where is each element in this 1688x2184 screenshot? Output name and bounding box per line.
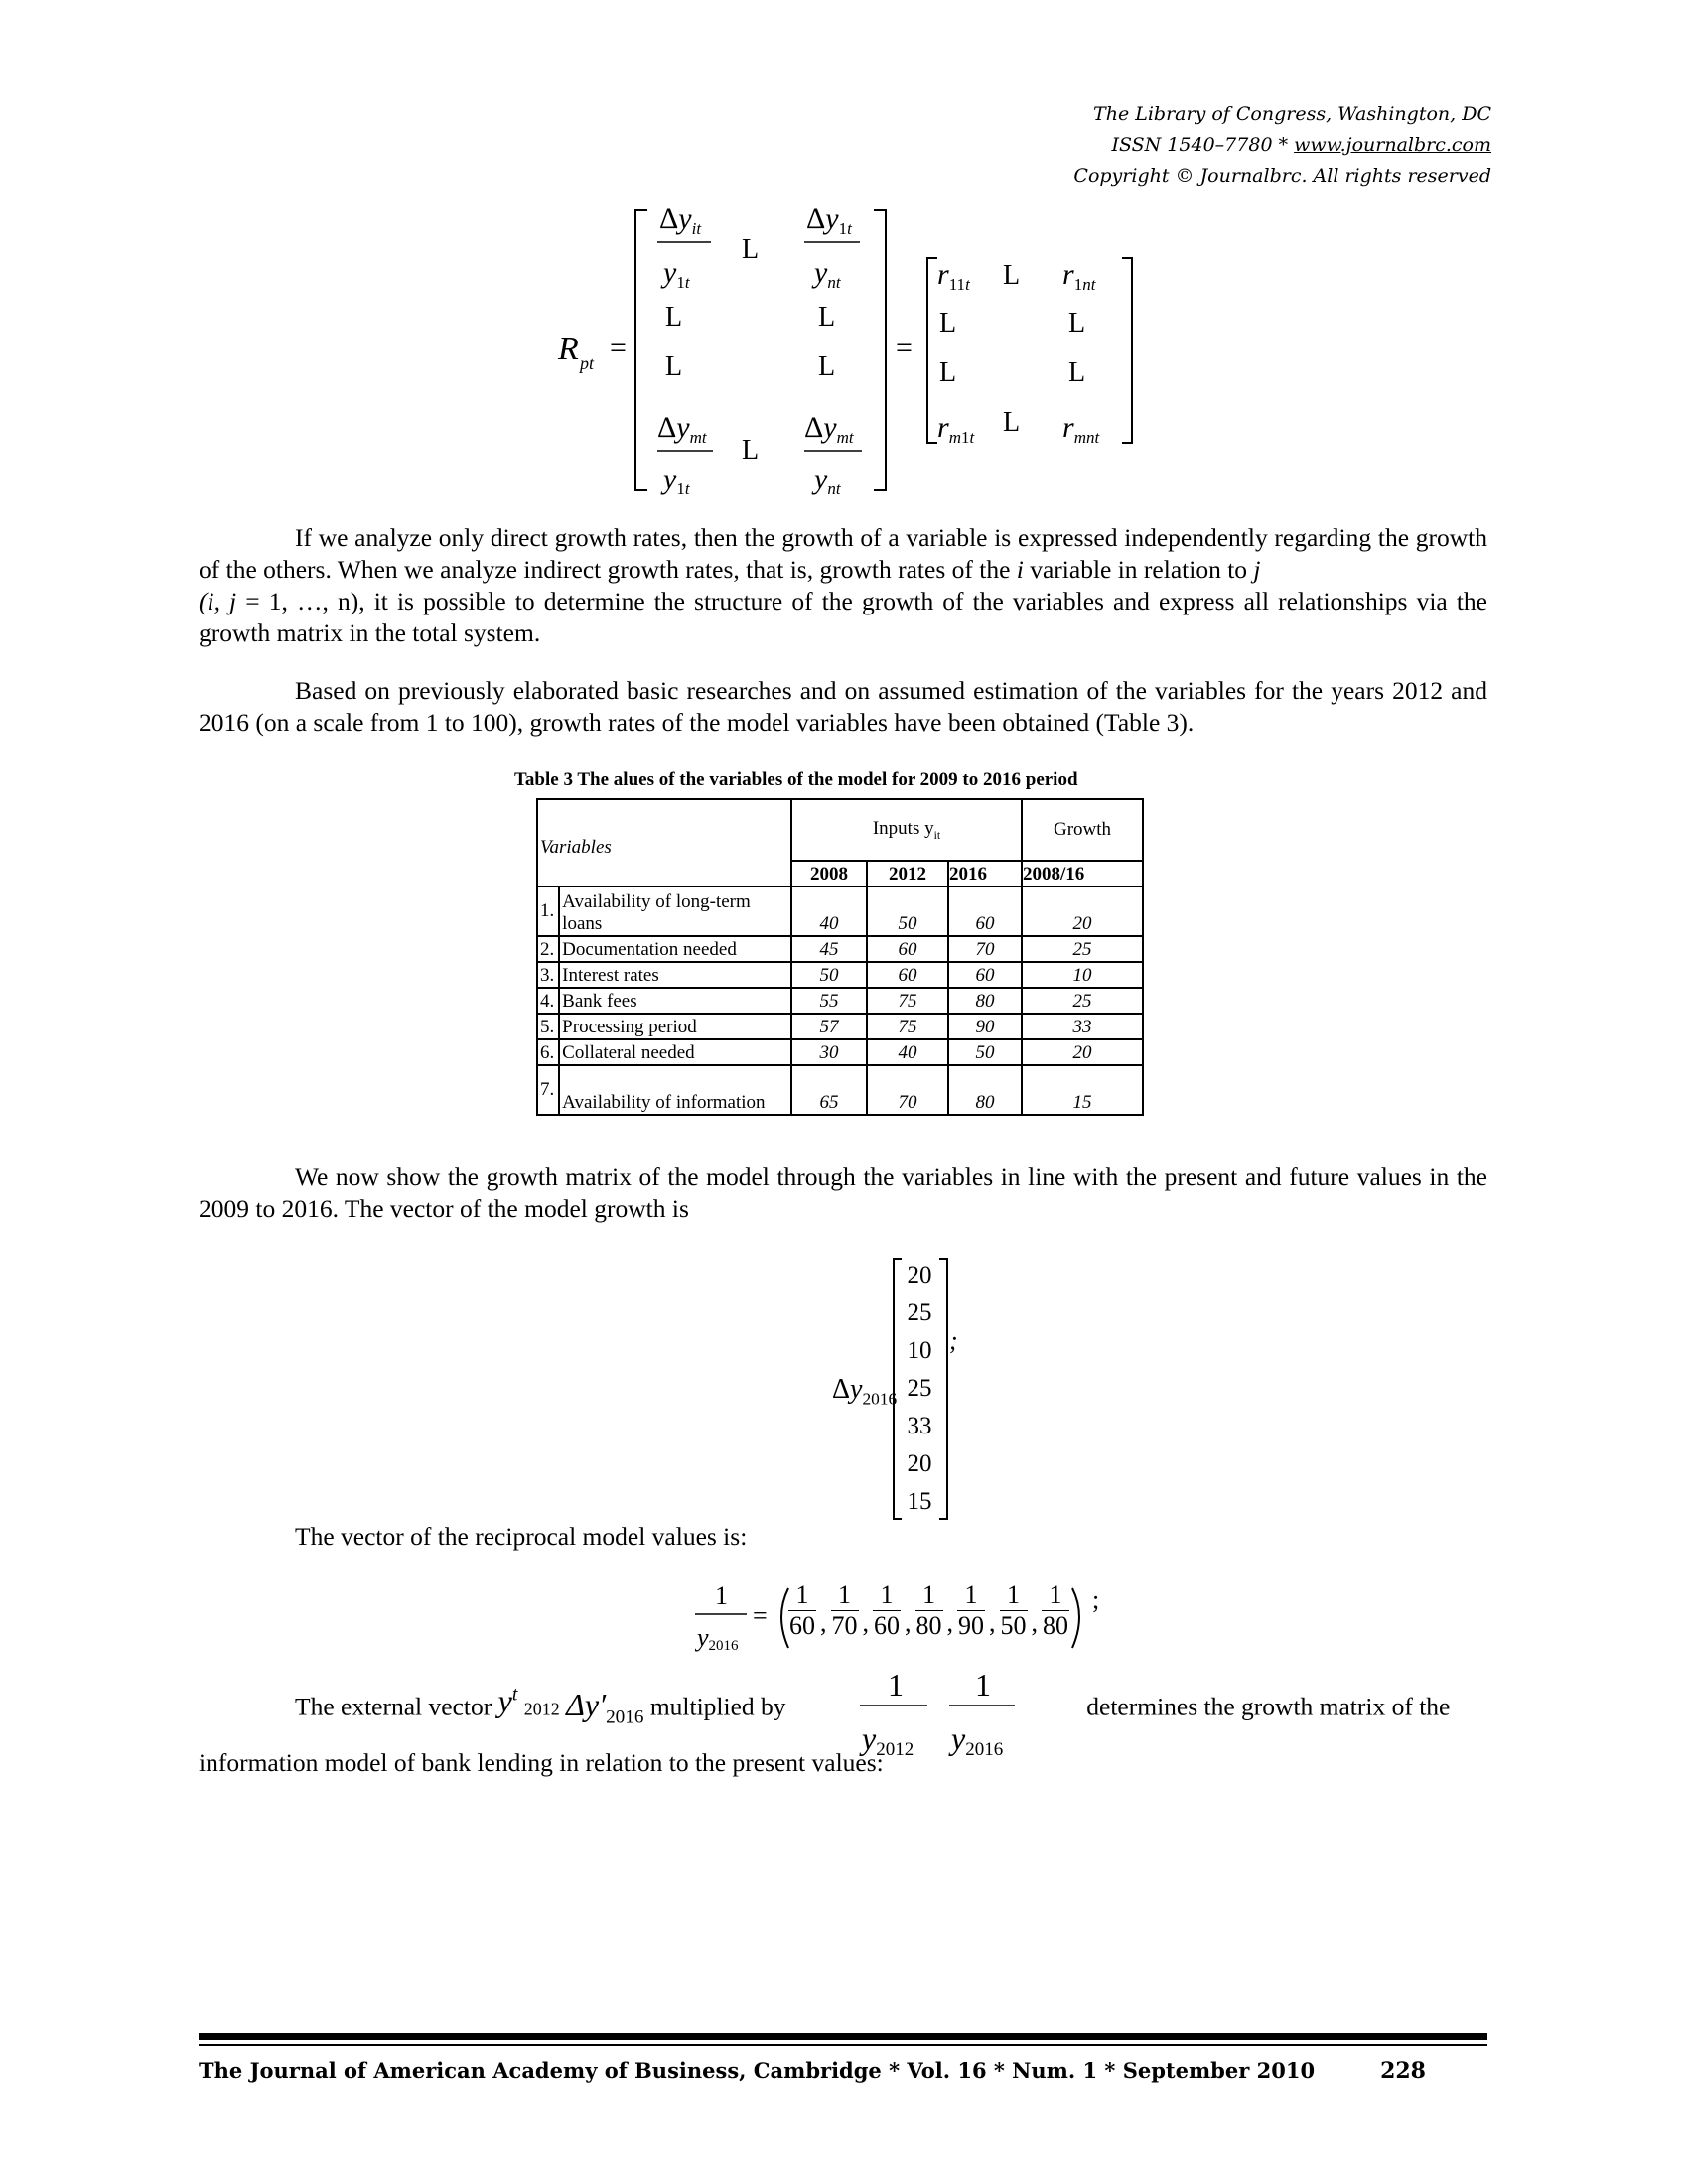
vector-entry: 20 [907, 1262, 932, 1289]
svg-text:L: L [939, 357, 957, 388]
svg-text:=: = [610, 332, 627, 364]
table-row: 5. Processing period 57 75 90 33 [537, 1014, 1143, 1039]
svg-text:L: L [742, 435, 760, 466]
page-number: 228 [1380, 2058, 1426, 2084]
svg-text:1: 1 [975, 1667, 991, 1703]
svg-text:L: L [818, 302, 836, 333]
inputs-header: Inputs $y_{it}$ [791, 799, 1022, 861]
fraction: 1 60 [789, 1580, 815, 1640]
svg-text:L: L [742, 234, 760, 265]
svg-text:;: ; [1092, 1585, 1100, 1614]
vector-entry: 10 [907, 1337, 932, 1364]
svg-text:ynt: $y_{nt}$ [814, 463, 841, 496]
table-row: 3. Interest rates 50 60 60 10 [537, 962, 1143, 988]
fraction: 1 90 [958, 1580, 984, 1640]
svg-text:R: R [558, 331, 579, 367]
vector-entry: 25 [907, 1375, 932, 1402]
svg-text:L: L [1068, 357, 1086, 388]
fraction: 1 60 [874, 1580, 900, 1640]
header-issn: ISSN 1540–7780 * www.journalbrc.com [1111, 134, 1491, 156]
growth-header: Growth [1022, 799, 1143, 861]
svg-text:y1t: $y_{1t}$ [663, 256, 690, 292]
header-copyright: Copyright © Journalbrc. All rights reserved [1073, 165, 1491, 187]
year-header: 2012 [867, 861, 948, 887]
svg-text:=: = [753, 1601, 768, 1630]
table-row: 4. Bank fees 55 75 80 25 [537, 988, 1143, 1014]
growth-period-header: 2008/16 [1022, 861, 1143, 887]
paragraph-reciprocal: The vector of the reciprocal model values is: [295, 1522, 748, 1551]
svg-text:y2012: y2012 [862, 1720, 914, 1760]
footer-journal: The Journal of American Academy of Business, Cambridge * Vol. 16 * Num. 1 * September 2010 [199, 2058, 1316, 2083]
reciprocal-fractions: 1 60 , 1 70 , 1 60 , 1 80 , 1 90 , 1 50 , 1 80 [784, 1580, 1073, 1641]
footer-rule-thin [199, 2044, 1487, 2046]
svg-text:pt: pt [580, 353, 595, 373]
fraction: 1 70 [831, 1580, 858, 1640]
svg-text:ynt: $y_{nt}$ [814, 256, 841, 292]
svg-text:y2016: y2016 [951, 1720, 1004, 1760]
svg-text:rm1t: $r_{m1t}$ [937, 411, 975, 447]
semicolon: ; [949, 1326, 958, 1355]
svg-text:L: L [818, 351, 836, 382]
paragraph-basic-research: Based on previously elaborated basic researches and on assumed estimation of the variables for the years 2012 and 2016 (on a scale from 1 to 100), growth rates of the model variables have been obtained (Table 3). [199, 676, 1487, 737]
svg-text:L: L [1003, 260, 1021, 291]
journal-header [1073, 99, 1491, 192]
svg-text:L: L [939, 308, 957, 339]
header-library: The Library of Congress, Washington, DC [1093, 103, 1491, 125]
fraction: 1 50 [1000, 1580, 1027, 1640]
variables-header: Variables [537, 799, 791, 887]
growth-vector-values [900, 1257, 939, 1521]
paragraph-external-vector-end: information model of bank lending in relation to the present values: [199, 1748, 884, 1777]
paragraph-direct-growth: If we analyze only direct growth rates, then the growth of a variable is expressed independently regarding the growth of the others. When we analyze indirect growth rates, that is, growth rates of the i variable in relation to j (i, j = 1, …, n), it is possible to determine the structure of the growth of the variables and express all relationships via the growth matrix in the total system. [199, 523, 1487, 647]
fraction: 1 80 [1043, 1580, 1068, 1640]
svg-text:Δyit: $\Delta y_{it}$ [659, 203, 702, 238]
footer [199, 2058, 1487, 2083]
table-row: 2. Documentation needed 45 60 70 25 [537, 936, 1143, 962]
vector-entry: 33 [907, 1413, 932, 1439]
journal-link[interactable]: www.journalbrc.com [1294, 134, 1491, 156]
growth-vector-label: $\Delta y_{2016}$ [832, 1374, 898, 1409]
table-row: 1. Availability of long-term loans 40 50 60 20 [537, 887, 1143, 936]
svg-text:L: L [1068, 308, 1086, 339]
paragraph-external-vector: The external vector $y^t$ 2012 $\Delta y'_{2016}$ multiplied by determines the growth matrix of the [295, 1682, 1451, 1728]
svg-text:r11t: $r_{11t}$ [937, 258, 970, 294]
svg-text:1: 1 [888, 1667, 904, 1703]
footer-rule [199, 2033, 1487, 2040]
variables-table [536, 798, 1144, 1116]
svg-text:Δymt: $\Delta y_{mt}$ [657, 411, 707, 447]
year-header: 2008 [791, 861, 867, 887]
table-row: 7. Availability of information 65 70 80 15 [537, 1065, 1143, 1115]
svg-text:L: L [1003, 407, 1021, 438]
year-header: 2016 [948, 861, 1022, 887]
paragraph-growth-matrix: We now show the growth matrix of the model through the variables in line with the present and future values in the 2009 to 2016. The vector of the model growth is [199, 1162, 1487, 1223]
svg-text:L: L [665, 302, 683, 333]
svg-text:L: L [665, 351, 683, 382]
table-row: 6. Collateral needed 30 40 50 20 [537, 1039, 1143, 1065]
svg-text:=: = [896, 332, 913, 364]
svg-text:Δy1t: $\Delta y_{1t}$ [806, 203, 852, 238]
svg-text:1: 1 [715, 1581, 728, 1610]
svg-text:y1t: $y_{1t}$ [663, 463, 690, 496]
vector-entry: 20 [907, 1450, 932, 1477]
svg-text:r1nt: $r_{1nt}$ [1062, 258, 1096, 294]
fraction: 1 80 [915, 1580, 942, 1640]
svg-text:rmnt: $r_{mnt}$ [1062, 411, 1100, 447]
svg-text:y2016: y2016 [697, 1623, 739, 1654]
table-caption: Table 3 The alues of the variables of the model for 2009 to 2016 period [514, 769, 1078, 790]
vector-entry: 25 [907, 1299, 932, 1326]
svg-text:Δymt: $\Delta y_{mt}$ [804, 411, 854, 447]
growth-matrix-equation [536, 199, 1152, 496]
vector-entry: 15 [907, 1488, 932, 1515]
